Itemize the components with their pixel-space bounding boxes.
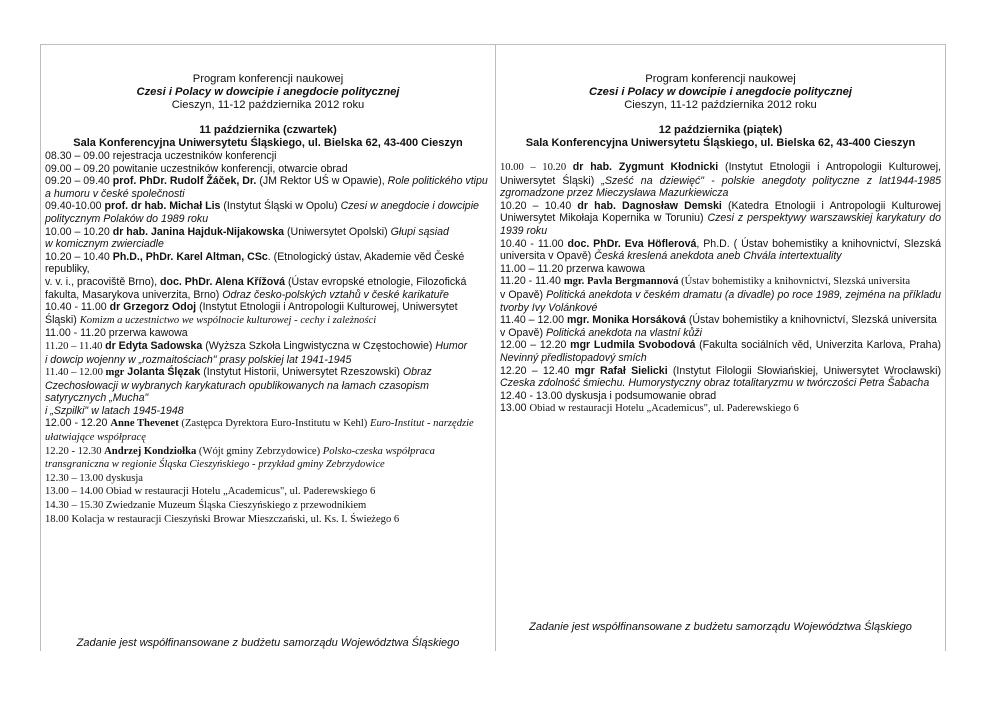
program-entry (45, 445, 491, 472)
program-entry (45, 472, 491, 486)
program-day-1 (40, 44, 496, 651)
program-entry (500, 275, 941, 289)
entry-text: 10.40 - 11.00 (45, 301, 110, 314)
speaker-name: dr hab. Zygmunt Kłodnicki (572, 161, 719, 173)
entry-text: 12.40 - 13.00 dyskusja i podsumowanie obrad (500, 389, 717, 402)
talk-title: Politická anekdota na vlastní kůži (545, 326, 702, 339)
program-entry (500, 327, 941, 340)
conference-header (41, 73, 495, 112)
entry-text: v. v. i., pracoviště Brno), (45, 275, 160, 288)
entry-text: (Instytut Filologii Słowiańskiej, Uniwersytet Wrocławski) (667, 364, 941, 377)
program-entry (45, 276, 491, 301)
program-entry (45, 327, 491, 340)
talk-title: Odraz česko-polských vztahů v české karikatuře (222, 288, 449, 301)
entry-text: (Zastępca Dyrektora Euro-Institutu w Kehl) (178, 418, 370, 430)
talk-title: a humoru v české společnosti (45, 187, 185, 200)
entry-text: 10.00 – 10.20 (45, 225, 113, 238)
entry-text: (Katedra Etnologii i Antropologii Kulturowej Uniwersytet Mikołaja Kopernika w Toruniu) (500, 199, 942, 225)
entry-text: 10.20 – 10.40 (45, 250, 113, 263)
program-entry (45, 301, 491, 327)
day-heading: 11 października (czwartek) (199, 124, 337, 136)
entry-text: . (Etnologický ústav, Akademie věd České republiky, (45, 250, 465, 276)
entry-text: 12.30 – 13.00 dyskusja (45, 472, 143, 484)
program-entry (45, 150, 491, 163)
talk-title: i dowcip wojenny w „rozmaitościach" prasy polskiej lat 1941-1945 (45, 353, 352, 366)
entry-text: (Ústav bohemistiky a knihovnictví, Slezská universita (678, 276, 911, 288)
speaker-name: doc. PhDr. Eva Höflerová (567, 237, 697, 250)
speaker-name: dr hab. Janina Hajduk-Nijakowska (112, 225, 285, 238)
entry-text: 11.00 – 11.20 przerwa kawowa (500, 262, 646, 275)
talk-title: Obraz Czechosłowacji w wybranych karykaturach opublikowanych na łamach czasopism satyrycznych „Mucha" (45, 366, 432, 405)
program-list (41, 150, 495, 526)
entry-text: 11.40 – 12.00 (500, 314, 567, 327)
entry-text: (Wójt gminy Zebrzydowice) (196, 445, 323, 457)
entry-text: 12.00 – 12.20 (500, 339, 571, 352)
speaker-name: mgr Rafał Sielicki (574, 364, 668, 377)
speaker-name: dr hab. Dagnosław Demski (577, 199, 722, 212)
program-entry (45, 188, 491, 201)
entry-text: Obiad w restauracji Hotelu „Academicus", ul. Paderewskiego 6 (529, 403, 799, 415)
program-entry (500, 238, 941, 263)
header-line-1: Program konferencji naukowej (192, 73, 344, 85)
talk-title: „Sześć na dziewięć" - polskie anegdoty polityczne z lat1944-1985 zgromadzone przez Mieczysława Mazurkiewicza (500, 174, 941, 200)
conference-header (496, 73, 945, 112)
speaker-name: mgr (105, 367, 125, 379)
talk-title: i „Szpilki" w latach 1945-1948 (45, 404, 184, 417)
entry-text: 13.00 (500, 402, 530, 415)
program-entry (500, 161, 941, 200)
talk-title: Politická anekdota v českém dramatu (a divadle) po roce 1989, zejména na příkladu tvorby Ivy Volánkové (500, 288, 941, 314)
entry-text: (Instytut Śląski w Opolu) (220, 200, 341, 213)
speaker-name: prof. PhDr. Rudolf Žáček, Dr. (112, 175, 257, 188)
program-entry (45, 417, 491, 444)
speaker-name: dr Edyta Sadowska (105, 339, 203, 352)
program-entry (45, 366, 491, 405)
program-entry (45, 163, 491, 176)
talk-title: Nevinný předlistopadový smích (500, 351, 647, 364)
entry-text: v Opavě) (500, 288, 547, 301)
speaker-name: Andrzej Kondziołka (104, 445, 197, 457)
entry-text: 11.40 – 12.00 (45, 367, 106, 379)
talk-title: Polsko-czeska współpraca transgraniczna w regionie Śląska Cieszyńskiego - przykład gminy Zebrzydowice (45, 445, 435, 471)
program-entry (45, 251, 491, 276)
program-entry (45, 354, 491, 367)
entry-text: 12.20 - 12.30 (45, 445, 105, 457)
venue: Sala Konferencyjna Uniwersytetu Śląskiego, ul. Bielska 62, 43-400 Cieszyn (525, 137, 916, 149)
program-entry (45, 405, 491, 418)
speaker-name: Anne Thevenet (110, 418, 179, 430)
entry-text: (Uniwersytet Opolski) (284, 225, 391, 238)
entry-text: 14.30 – 15.30 Zwiedzanie Muzeum Śląska Cieszyńskiego z przewodnikiem (45, 500, 367, 512)
entry-text: 09.00 – 09.20 powitanie uczestników konferencji, otwarcie obrad (45, 162, 348, 175)
conference-title: Czesi i Polacy w dowcipie i anegdocie politycznej (136, 86, 400, 98)
conference-dates: Cieszyn, 11-12 października 2012 roku (171, 99, 365, 111)
entry-text: (Instytut Historii, Uniwersytet Rzeszowski) (200, 366, 403, 379)
speaker-name: mgr. Pavla Bergmannová (563, 276, 679, 288)
program-entry (45, 175, 491, 188)
speaker-name: mgr Ludmila Svobodová (570, 339, 696, 352)
entry-text: 12.20 – 12.40 (500, 364, 575, 377)
entry-text: (JM Rektor UŚ w Opawie), (256, 175, 388, 188)
entry-text: (Fakulta sociálních věd, Univerzita Karlova, Praha) (695, 339, 941, 352)
speaker-name: dr Grzegorz Odoj (109, 301, 197, 314)
speaker-name: prof. dr hab. Michał Lis (104, 200, 221, 213)
talk-title: Euro-Institut - narzędzie ułatwiające współpracę (45, 418, 474, 444)
talk-title: Humor (435, 339, 468, 352)
talk-title: Česká kreslená anekdota aneb Chvála intertextuality (594, 250, 842, 263)
entry-text: 10.40 - 11.00 (500, 237, 568, 250)
entry-text: (Instytut Etnologii i Antropologii Kulturowej, Uniwersytet Śląski) (45, 301, 458, 326)
funding-footer: Zadanie jest współfinansowane z budżetu samorządu Województwa Śląskiego (76, 637, 460, 649)
conference-title: Czesi i Polacy w dowcipie i anegdocie politycznej (589, 86, 852, 98)
talk-title: Komizm a uczestnictwo we wspólnocie kulturowej - cechy i zależności (79, 314, 377, 326)
program-entry (45, 238, 491, 251)
header-line-1: Program konferencji naukowej (645, 73, 796, 85)
entry-text: v Opavě) (500, 326, 546, 339)
entry-text: 09.40-10.00 (45, 200, 105, 213)
program-entry (45, 499, 491, 513)
day-heading: 12 października (piątek) (658, 124, 783, 136)
entry-text: 13.00 – 14.00 Obiad w restauracji Hotelu „Academicus", ul. Paderewskiego 6 (45, 486, 376, 498)
speaker-name: Jolanta Ślęzak (124, 366, 201, 379)
entry-text: (Ústav bohemistiky a knihovnictví, Slezská universita (685, 314, 937, 327)
entry-text: 09.20 – 09.40 (45, 175, 113, 188)
program-entry (500, 314, 941, 327)
talk-title: w komicznym zwierciadle (45, 238, 164, 251)
entry-text: (Ústav evropské etnologie, Filozofická fakulta, Masarykova univerzita, Brno) (45, 275, 467, 301)
conference-dates: Cieszyn, 11-12 października 2012 roku (624, 99, 817, 111)
funding-footer: Zadanie jest współfinansowane z budżetu samorządu Województwa Śląskiego (529, 621, 912, 633)
entry-text: (Wyższa Szkoła Lingwistyczna w Częstochowie) (202, 339, 436, 352)
program-entry (500, 339, 941, 364)
program-entry (500, 263, 941, 276)
talk-title: Czesi w anegdocie i dowcipie politycznym Polaków do 1989 roku (45, 200, 479, 225)
program-entry (500, 402, 941, 416)
talk-title: Głupi sąsiad (390, 225, 449, 238)
entry-text: 10.00 – 10.20 (500, 162, 573, 173)
program-entry (500, 289, 941, 314)
program-entry (500, 390, 941, 403)
program-day-2 (495, 44, 946, 651)
talk-title: Czeska zdolność śmiechu. Humorystyczny obraz totalitaryzmu w twórczości Petra Šabacha (500, 377, 930, 390)
speaker-name: doc. PhDr. Alena Křížová (160, 275, 285, 288)
entry-text: 10.20 – 10.40 (500, 199, 578, 212)
entry-text: 11.00 - 11.20 przerwa kawowa (45, 327, 188, 340)
entry-text: 11.20 – 11.40 (45, 340, 106, 352)
program-entry (45, 226, 491, 239)
entry-text: , Ph.D. ( Ústav bohemistiky a knihovnictví, Slezská universita v Opavě) (500, 237, 942, 263)
program-list (496, 161, 945, 416)
program-entry (45, 485, 491, 499)
entry-text: 08.30 – 09.00 rejestracja uczestników konferencji (45, 150, 277, 162)
program-entry (45, 340, 491, 354)
entry-text: 11.20 - 11.40 (500, 275, 564, 288)
talk-title: Czesi z perspektywy warszawskiej karykatury do 1939 roku (500, 212, 941, 237)
program-entry (45, 200, 491, 225)
talk-title: Role politického vtipu (387, 175, 488, 188)
speaker-name: Ph.D., PhDr. Karel Altman, CSc (112, 250, 268, 263)
speaker-name: mgr. Monika Horsáková (566, 314, 686, 327)
program-entry (500, 365, 941, 390)
venue: Sala Konferencyjna Uniwersytetu Śląskiego, ul. Bielska 62, 43-400 Cieszyn (73, 137, 463, 149)
entry-text: 12.00 - 12.20 (45, 417, 111, 430)
entry-text: 18.00 Kolacja w restauracji Cieszyński Browar Mieszczański, ul. Ks. I. Świeżego 6 (45, 513, 400, 525)
program-entry (45, 513, 491, 527)
program-entry (500, 200, 941, 238)
entry-text: (Instytut Etnologii i Antropologii Kulturowej, Uniwersytet Śląski) (500, 161, 941, 187)
